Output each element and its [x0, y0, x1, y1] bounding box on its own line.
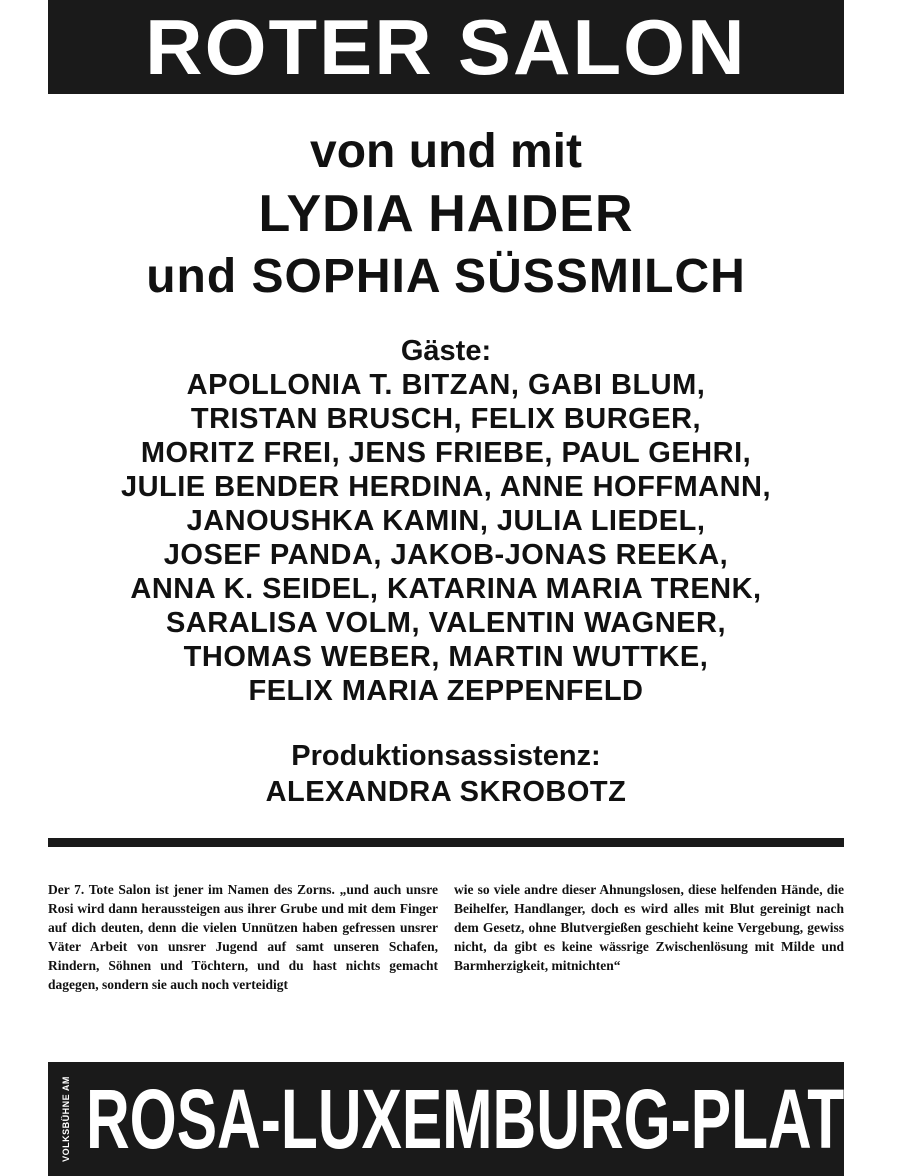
- guest-line: TRISTAN BRUSCH, FELIX BURGER,: [190, 403, 702, 435]
- guest-line: APOLLONIA T. BITZAN, GABI BLUM,: [186, 369, 706, 401]
- guest-line: MORITZ FREI, JENS FRIEBE, PAUL GEHRI,: [140, 437, 752, 469]
- guest-line: THOMAS WEBER, MARTIN WUTTKE,: [183, 641, 709, 673]
- title-banner: [48, 0, 844, 94]
- guest-list: [48, 368, 844, 708]
- page-title: ROTER SALON: [145, 3, 747, 91]
- body-column-left: Der 7. Tote Salon ist jener im Namen des Zorns. „und auch unsre Rosi wird dann heraussteigen aus ihrer Grube und mit dem Finger auf dich deuten, denn die vielen Unnützen haben gefressen unsrer Väter Arbeit von unsrer Jugend auf samt unseren Schafen, Rindern, Söhnen und Töchtern, und du hast nichts gemacht dagegen, sondern sie auch noch verteidigt: [48, 882, 438, 992]
- venue-label: VOLKSBÜHNE AM: [61, 1076, 71, 1162]
- body-column-right: wie so viele andre dieser Ahnungslosen, diese helfenden Hände, die Beihelfer, Handlanger, doch es wird alles mit Blut gereinigt nach dem Gesetz, ohne Blutvergießen geschieht keine Vergebung, gewiss nicht, da gibt es keine wässrige Zwischenlösung mit Milde und Barmherzigkeit, mitnichten“: [454, 882, 844, 973]
- assistance-name: ALEXANDRA SKROBOTZ: [265, 776, 627, 808]
- host-primary: LYDIA HAIDER: [258, 185, 634, 243]
- guest-line: ANNA K. SEIDEL, KATARINA MARIA TRENK,: [130, 573, 762, 605]
- guest-line: SARALISA VOLM, VALENTIN WAGNER,: [165, 607, 727, 639]
- host-secondary: und SOPHIA SÜSSMILCH: [146, 250, 746, 303]
- guest-line: JOSEF PANDA, JAKOB-JONAS REEKA,: [163, 539, 729, 571]
- venue-place: ROSA-LUXEMBURG-PLATZ: [86, 1072, 882, 1166]
- by-line: von und mit: [310, 125, 582, 178]
- guest-line: FELIX MARIA ZEPPENFELD: [248, 675, 644, 707]
- guest-line: JULIE BENDER HERDINA, ANNE HOFFMANN,: [120, 471, 772, 503]
- assistance-heading: Produktionsassistenz:: [291, 740, 601, 772]
- guests-heading: Gäste:: [400, 335, 492, 367]
- guest-line: JANOUSHKA KAMIN, JULIA LIEDEL,: [186, 505, 706, 537]
- body-text: [48, 880, 844, 994]
- footer-banner: [48, 1062, 882, 1176]
- divider: [48, 838, 844, 847]
